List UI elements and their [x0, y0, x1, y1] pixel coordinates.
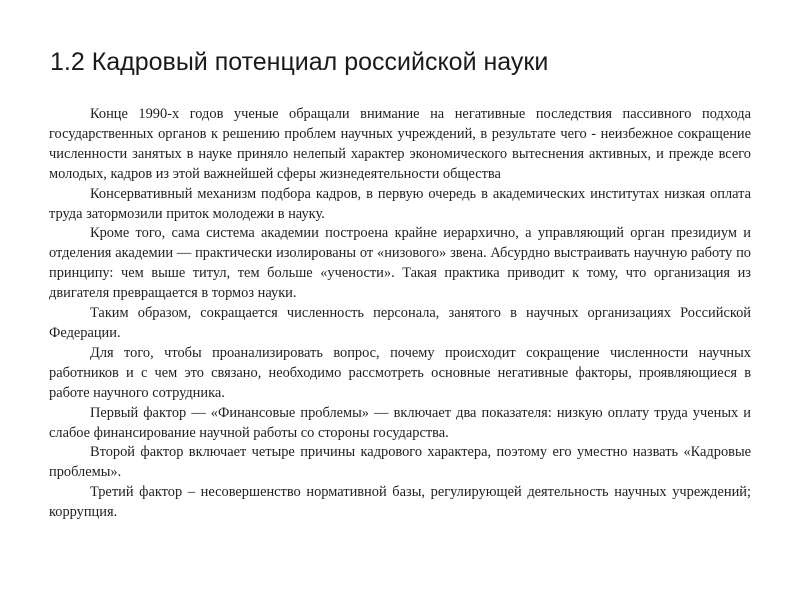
paragraph: Кроме того, сама система академии построена крайне иерархично, а управляющий орган президиум и отделения академии — практически изолированы от «низового» звена. Абсурдно выстраивать научную работу по принципу: чем выше титул, тем больше «учености». Такая практика приводит к тому, что организация из двигателя превращается в тормоз науки.: [49, 225, 751, 302]
paragraph: Конце 1990-х годов ученые обращали внимание на негативные последствия пассивного подхода государственных органов к решению проблем научных учреждений, в результате чего - неизбежное сокращение численности занятых в науке приняло нелепый характер экономического вытеснения активных, и прежде всего молодых, кадров из этой важнейшей сферы жизнедеятельности общества: [49, 106, 751, 182]
paragraph: Второй фактор включает четыре причины кадрового характера, поэтому его уместно назвать «Кадровые проблемы».: [49, 444, 751, 481]
paragraph: Таким образом, сокращается численность персонала, занятого в научных организациях Российской Федерации.: [49, 305, 751, 341]
paragraph: Для того, чтобы проанализировать вопрос, почему происходит сокращение численности научных работников и с чем это связано, необходимо рассмотреть основные негативные факторы, проявляющиеся в работе научного сотрудника.: [49, 344, 751, 401]
paragraph: Первый фактор — «Финансовые проблемы» — включает два показателя: низкую оплату труда ученых и слабое финансирование научной работы со стороны государства.: [49, 404, 751, 441]
paragraph: Третий фактор – несовершенство нормативной базы, регулирующей деятельность научных учреждений; коррупция.: [49, 484, 751, 521]
slide-body: [49, 105, 751, 523]
slide-title: 1.2 Кадровый потенциал российской науки: [50, 48, 549, 76]
paragraph: Консервативный механизм подбора кадров, в первую очередь в академических институтах низкая оплата труда затормозили приток молодежи в науку.: [49, 185, 751, 222]
